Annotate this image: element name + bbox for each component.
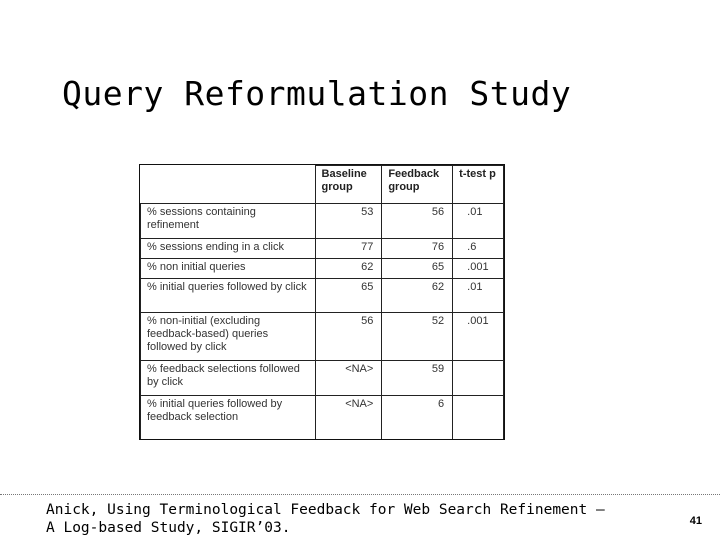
row-label: % sessions ending in a click [141,239,316,259]
baseline-value: 56 [315,313,382,361]
header-feedback: Feedback group [382,166,453,204]
feedback-value: 56 [382,204,453,239]
ttest-value [453,396,504,441]
feedback-value: 76 [382,239,453,259]
row-label: % feedback selections followed by click [141,361,316,396]
citation-line-2: A Log-based Study, SIGIR’03. [46,520,291,536]
row-label: % non initial queries [141,259,316,279]
table-row [141,204,504,239]
baseline-value: 62 [315,259,382,279]
slide-footer [0,494,720,540]
slide-title: Query Reformulation Study [62,74,572,113]
ttest-value: .6 [453,239,504,259]
header-blank-cell [141,166,316,204]
feedback-value: 59 [382,361,453,396]
feedback-value: 6 [382,396,453,441]
row-label: % sessions containing refinement [141,204,316,239]
row-label: % non-initial (excluding feedback-based) queries followed by click [141,313,316,361]
feedback-value: 65 [382,259,453,279]
feedback-value: 52 [382,313,453,361]
baseline-value: 77 [315,239,382,259]
baseline-value: <NA> [315,396,382,441]
table-row [141,259,504,279]
ttest-value: .01 [453,204,504,239]
table-row [141,279,504,313]
baseline-value: 53 [315,204,382,239]
header-baseline: Baseline group [315,166,382,204]
table-row [141,396,504,441]
citation-line-1: Anick, Using Terminological Feedback for Web Search Refinement – [46,502,605,518]
results-table [139,164,505,440]
table-row [141,361,504,396]
feedback-value: 62 [382,279,453,313]
table-header-row [141,166,504,204]
row-label: % initial queries followed by feedback selection [141,396,316,441]
row-label: % initial queries followed by click [141,279,316,313]
baseline-value: 65 [315,279,382,313]
ttest-value: .01 [453,279,504,313]
ttest-value: .001 [453,313,504,361]
table-row [141,239,504,259]
table-row [141,313,504,361]
ttest-value: .001 [453,259,504,279]
citation [46,501,605,537]
ttest-value [453,361,504,396]
header-ttest: t-test p [453,166,504,204]
baseline-value: <NA> [315,361,382,396]
page-number: 41 [689,515,702,527]
